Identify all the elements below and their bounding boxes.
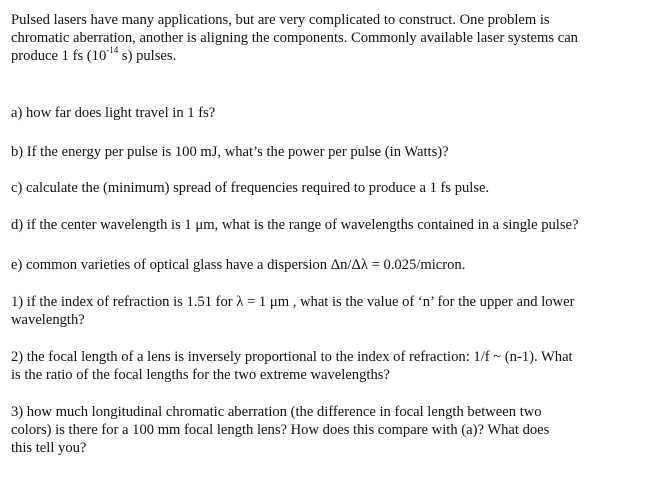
intro-line-3 — [11, 47, 578, 65]
subquestion-1-line-2: wavelength? — [11, 312, 85, 328]
question-b — [11, 143, 449, 161]
question-e-text: e) common varieties of optical glass have a dispersion Δn/Δλ = 0.025/micron. — [11, 257, 466, 273]
question-d — [11, 216, 578, 234]
intro-line-3-end: s) pulses. — [118, 48, 177, 64]
subquestion-3-line-3: this tell you? — [11, 440, 87, 456]
intro-paragraph — [11, 11, 578, 65]
question-a — [11, 104, 215, 122]
question-a-text: a) how far does light travel in 1 fs? — [11, 105, 216, 121]
subquestion-1 — [11, 293, 574, 329]
question-c-text: c) calculate the (minimum) spread of frequencies required to produce a 1 fs pulse. — [11, 180, 490, 196]
subquestion-2-line-1: 2) the focal length of a lens is inversely proportional to the index of refraction: 1/f ~ (n-1). What — [11, 349, 573, 365]
subquestion-3 — [11, 403, 549, 457]
question-c — [11, 179, 489, 197]
subquestion-2 — [11, 348, 573, 384]
subquestion-3-line-1: 3) how much longitudinal chromatic aberration (the difference in focal length between two — [11, 404, 542, 420]
subquestion-1-line-1: 1) if the index of refraction is 1.51 for λ = 1 μm , what is the value of ‘n’ for the upper and lower — [11, 294, 575, 310]
intro-line-3-start: produce 1 fs (10 — [11, 48, 107, 64]
subquestion-2-line-2: is the ratio of the focal lengths for the two extreme wavelengths? — [11, 367, 390, 383]
question-e — [11, 256, 465, 274]
question-b-text: b) If the energy per pulse is 100 mJ, what’s the power per pulse (in Watts)? — [11, 144, 449, 160]
intro-line-2: chromatic aberration, another is aligning the components. Commonly available laser systems can — [11, 30, 578, 46]
question-d-text: d) if the center wavelength is 1 μm, what is the range of wavelengths contained in a single pulse? — [11, 217, 579, 233]
intro-line-1: Pulsed lasers have many applications, but are very complicated to construct. One problem is — [11, 12, 550, 28]
subquestion-3-line-2: colors) is there for a 100 mm focal length lens? How does this compare with (a)? What does — [11, 422, 550, 438]
exponent: -14 — [106, 45, 119, 56]
